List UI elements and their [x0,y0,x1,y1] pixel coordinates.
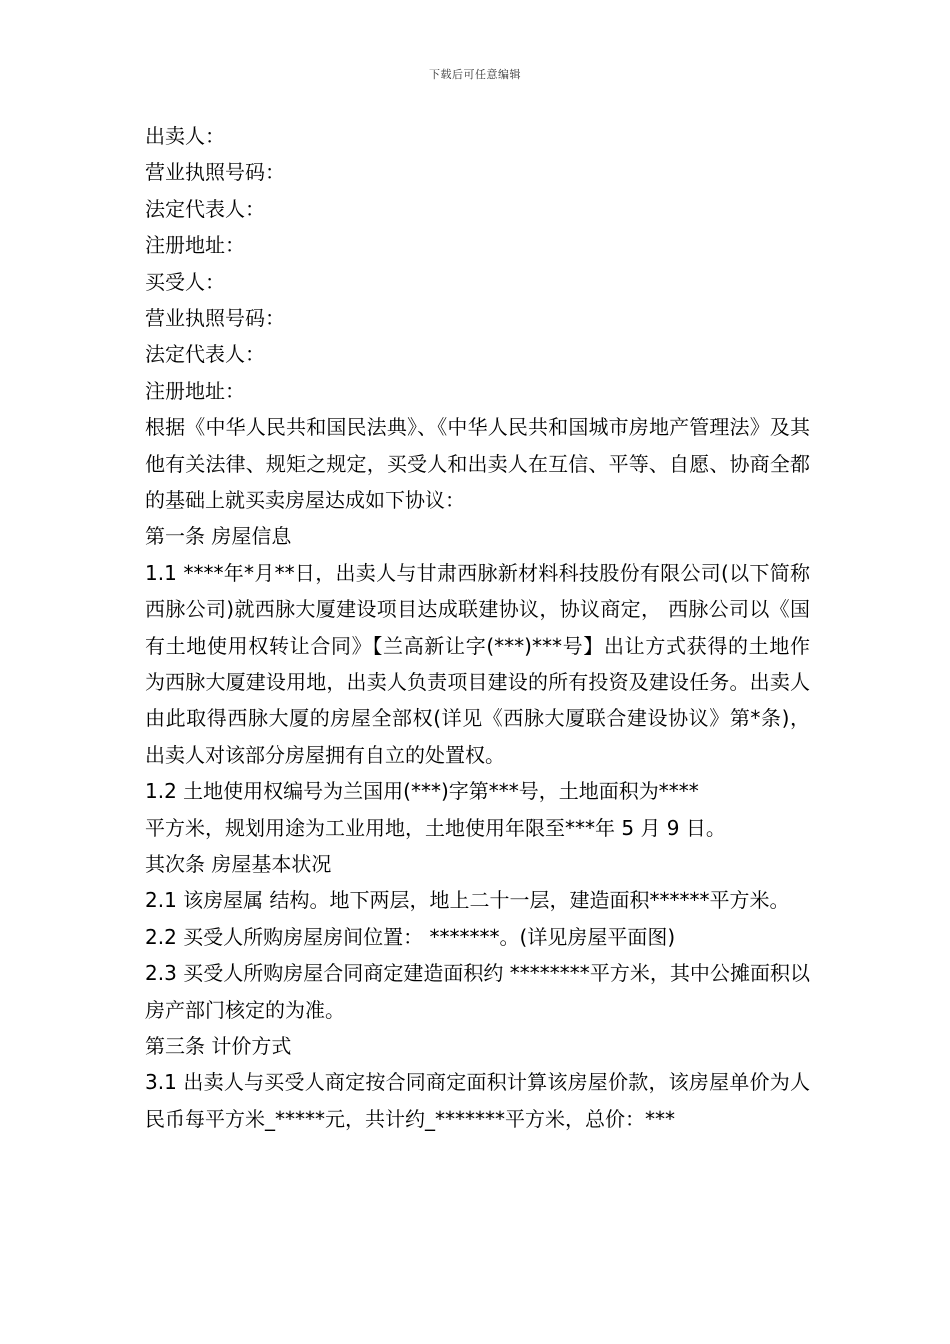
article-3-title: 第三条 计价方式 [145,1033,292,1058]
clause-2-1: 2.1 该房屋属 结构。地下两层，地上二十一层，建造面积******平方米。 [145,888,790,913]
clause-3-1: 3.1 出卖人与买受人商定按合同商定面积计算该房屋价款，该房屋单价为人民币每平方米_*****元，共计约_*******平方米，总价：*** [145,1070,810,1131]
buyer-legal-rep-label: 法定代表人： [145,342,265,367]
clause-2-3: 2.3 买受人所购房屋合同商定建造面积约 ********平方米，其中公摊面积以房产部门核定的为准。 [145,961,810,1022]
seller-label: 出卖人： [145,124,225,148]
clause-1-2-line-2: 平方米，规划用途为工业用地，土地使用年限至***年 5 月 9 日。 [145,815,726,840]
seller-address-label: 注册地址： [145,233,245,258]
header-note: 下载后可任意编辑 [429,68,521,81]
seller-legal-rep-label: 法定代表人： [145,196,265,221]
buyer-address-label: 注册地址： [145,378,245,403]
article-2-title: 其次条 房屋基本状况 [145,851,332,876]
clause-1-2-line-1: 1.2 土地使用权编号为兰国用(***)字第***号，土地面积为**** [145,779,699,804]
contract-body [145,118,810,1137]
clause-1-1: 1.1 ****年*月**日，出卖人与甘肃西脉新材料科技股份有限公司(以下简称西脉公司)就西脉大厦建设项目达成联建协议，协议商定， 西脉公司以《国有土地使用权转让合同》【兰高新让字(***)***号】出让方式获得的土地作为西脉大厦建设用地，出卖人负责项目建设的所有投资及建设任务。出卖人由此取得西脉大厦的房屋全部权(详见《西脉大厦联合建设协议》第*条)，出卖人对该部分房屋拥有自立的处置权。 [145,560,810,767]
buyer-label: 买受人： [145,269,225,294]
seller-license-label: 营业执照号码： [145,160,285,185]
article-1-title: 第一条 房屋信息 [145,524,292,549]
intro-paragraph: 根据《中华人民共和国民法典》、《中华人民共和国城市房地产管理法》及其他有关法律、规矩之规定，买受人和出卖人在互信、平等、自愿、协商全都的基础上就买卖房屋达成如下协议： [145,415,810,512]
clause-2-2: 2.2 买受人所购房屋房间位置： *******。(详见房屋平面图) [145,924,676,949]
buyer-license-label: 营业执照号码： [145,305,285,330]
